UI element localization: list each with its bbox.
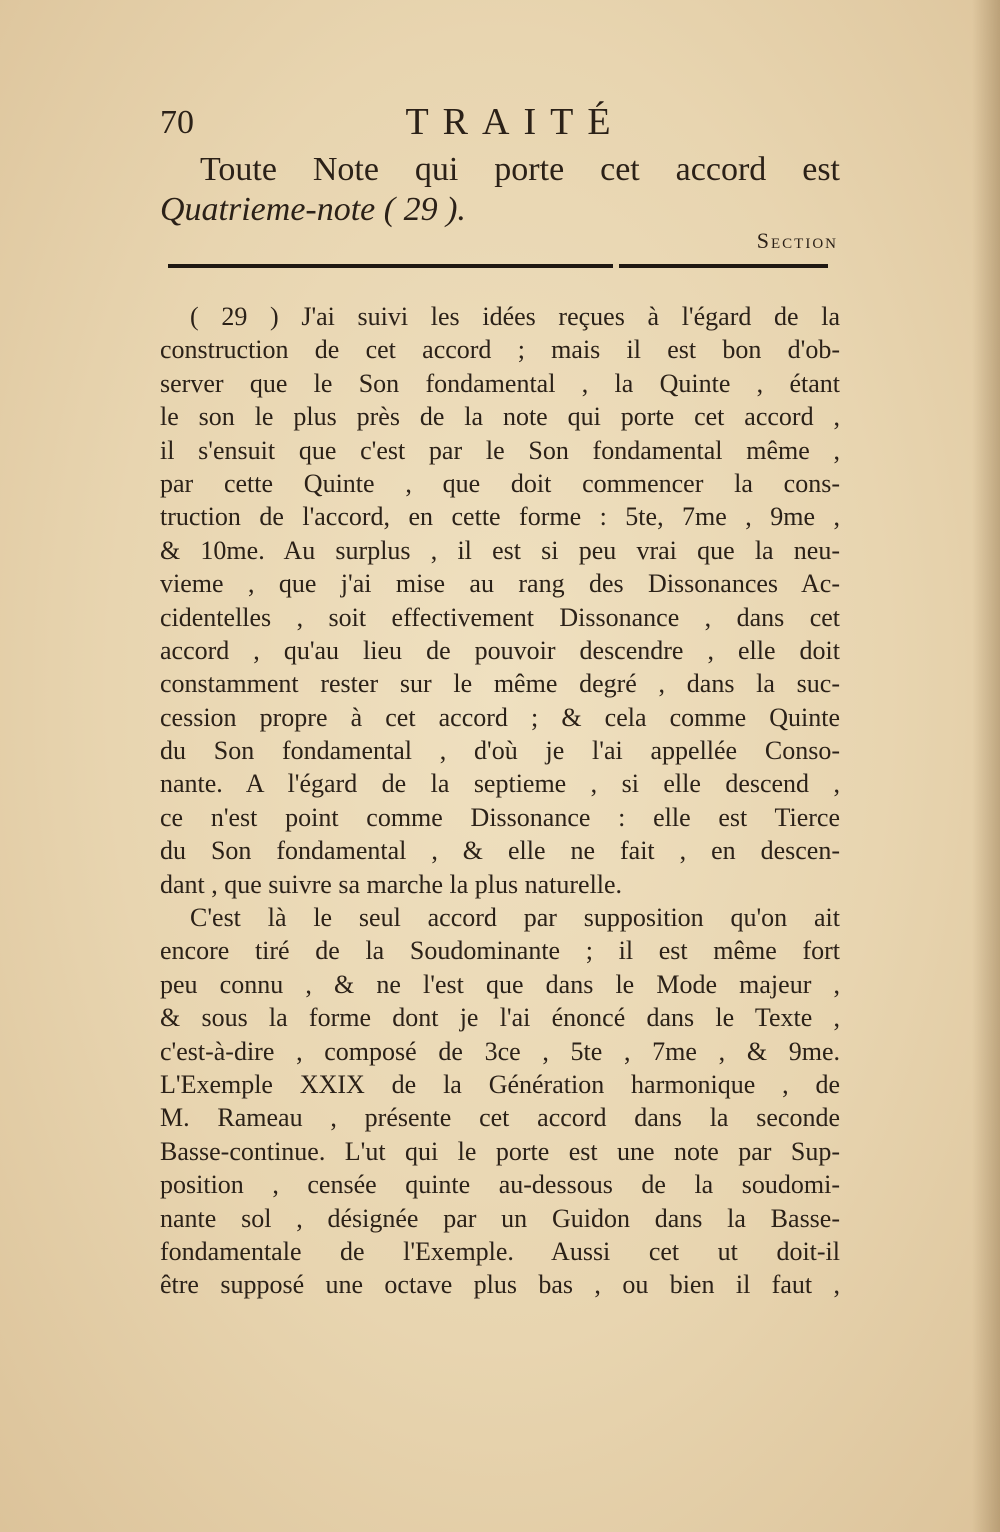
footnote-line: encore tiré de la Soudominante ; il est même fort xyxy=(160,936,840,966)
main-text-line: Toute Note qui porte cet accord est xyxy=(200,151,840,188)
footnote-line: M. Rameau , présente cet accord dans la seconde xyxy=(160,1103,840,1133)
footnote-line: truction de l'accord, en cette forme : 5te, 7me , 9me , xyxy=(160,502,840,532)
footnote-line: vieme , que j'ai mise au rang des Dissonances Ac- xyxy=(160,569,840,599)
page-edge-shadow xyxy=(972,0,1000,1532)
footnote-line: position , censée quinte au-dessous de la soudomi- xyxy=(160,1170,840,1200)
footnote xyxy=(160,300,840,1302)
footnote-line: du Son fondamental , & elle ne fait , en descen- xyxy=(160,836,840,866)
footnote-line: cidentelles , soit effectivement Dissonance , dans cet xyxy=(160,602,840,632)
footnote-line: L'Exemple XXIX de la Génération harmonique , de xyxy=(160,1069,840,1099)
footnote-rule xyxy=(168,262,828,270)
footnote-line: & 10me. Au surplus , il est si peu vrai que la neu- xyxy=(160,535,840,565)
footnote-line: construction de cet accord ; mais il est bon d'ob- xyxy=(160,335,840,365)
footnote-line: être supposé une octave plus bas , ou bien il faut , xyxy=(160,1270,840,1300)
footnote-line: le son le plus près de la note qui porte cet accord , xyxy=(160,402,840,432)
footnote-line: cession propre à cet accord ; & cela comme Quinte xyxy=(160,702,840,732)
footnote-line: C'est là le seul accord par supposition qu'on ait xyxy=(190,903,840,933)
footnote-line: nante. A l'égard de la septieme , si elle descend , xyxy=(160,769,840,799)
footnote-line: constamment rester sur le même degré , dans la suc- xyxy=(160,669,840,699)
footnote-line: server que le Son fondamental , la Quinte , étant xyxy=(160,368,840,398)
footnote-line: par cette Quinte , que doit commencer la cons- xyxy=(160,468,840,498)
footnote-line: & sous la forme dont je l'ai énoncé dans le Texte , xyxy=(160,1003,840,1033)
main-text-line: Quatrieme-note ( 29 ). xyxy=(160,191,466,228)
footnote-line: ( 29 ) J'ai suivi les idées reçues à l'égard de la xyxy=(190,302,840,331)
page-number: 70 xyxy=(160,104,194,141)
footnote-line: Basse-continue. L'ut qui le porte est une note par Sup- xyxy=(160,1136,840,1166)
footnote-line: nante sol , désignée par un Guidon dans la Basse- xyxy=(160,1203,840,1233)
catchword: Section xyxy=(756,228,838,253)
main-text xyxy=(160,150,840,230)
page-header xyxy=(160,100,830,148)
footnote-line: fondamentale de l'Exemple. Aussi cet ut doit-il xyxy=(160,1236,840,1266)
footnote-line: ce n'est point comme Dissonance : elle est Tierce xyxy=(160,802,840,832)
footnote-line: il s'ensuit que c'est par le Son fondamental même , xyxy=(160,435,840,465)
footnote-line: dant , que suivre sa marche la plus naturelle. xyxy=(160,869,623,899)
footnote-line: peu connu , & ne l'est que dans le Mode majeur , xyxy=(160,969,840,999)
footnote-line: du Son fondamental , d'où je l'ai appellée Conso- xyxy=(160,736,840,766)
running-title: TRAITÉ xyxy=(405,101,625,143)
footnote-line: c'est-à-dire , composé de 3ce , 5te , 7me , & 9me. xyxy=(160,1036,840,1066)
footnote-line: accord , qu'au lieu de pouvoir descendre , elle doit xyxy=(160,635,840,665)
